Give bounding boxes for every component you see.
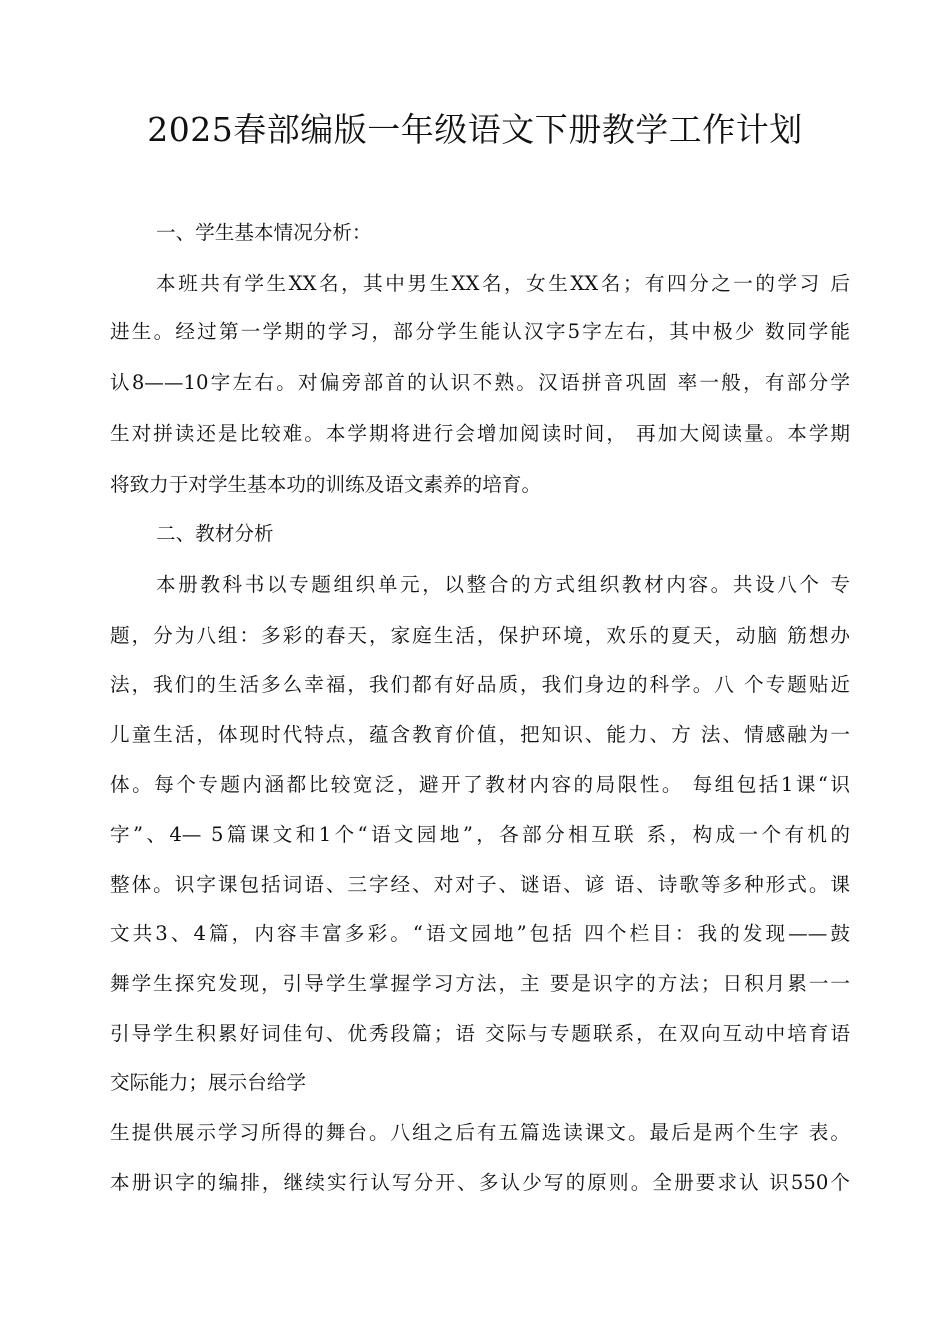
paragraph-line: 进生。经过第一学期的学习，部分学生能认汉字5字左右，其中极少 数同学能 <box>110 320 850 343</box>
paragraph-line: 生提供展示学习所得的舞台。八组之后有五篇选读课文。最后是两个生字 表。 <box>110 1121 850 1144</box>
paragraph-line: 将致力于对学生基本功的训练及语文素养的培育。 <box>110 473 542 496</box>
paragraph-line: 字”、4— 5篇课文和1个“语文园地”，各部分相互联 系，构成一个有机的 <box>110 823 850 846</box>
paragraph-line: 儿童生活，体现时代特点，蕴含教育价值，把知识、能力、方 法、情感融为一 <box>110 723 850 746</box>
paragraph-line: 本册识字的编排，继续实行认写分开、多认少写的原则。全册要求认 识550个 <box>110 1171 850 1194</box>
document-title: 2025春部编版一年级语文下册教学工作计划 <box>147 110 803 149</box>
paragraph-line: 舞学生探究发现，引导学生掌握学习方法，主 要是识字的方法；日积月累一一 <box>110 972 850 995</box>
paragraph-line: 认8——10字左右。对偏旁部首的认识不熟。汉语拼音巩固 率一般，有部分学 <box>110 371 850 394</box>
paragraph-line: 本册教科书以专题组织单元，以整合的方式组织教材内容。共设八个 专 <box>156 573 850 596</box>
paragraph-line: 题，分为八组：多彩的春天，家庭生活，保护环境，欢乐的夏天，动脑 筋想办 <box>110 624 850 647</box>
paragraph-line: 引导学生积累好词佳句、优秀段篇；语 交际与专题联系，在双向互动中培育语 <box>110 1022 850 1045</box>
paragraph-line: 体。每个专题内涵都比较宽泛，避开了教材内容的局限性。 每组包括1课“识 <box>110 773 850 796</box>
paragraph-line: 文共3、4篇，内容丰富多彩。“语文园地”包括 四个栏目：我的发现——鼓 <box>110 922 850 945</box>
section-heading-student-analysis: 一、学生基本情况分析： <box>156 221 372 244</box>
paragraph-line: 本班共有学生XX名，其中男生XX名，女生XX名；有四分之一的学习 后 <box>156 272 850 295</box>
paragraph-line: 法，我们的生活多么幸福，我们都有好品质，我们身边的科学。八 个专题贴近 <box>110 673 850 696</box>
section-heading-textbook-analysis: 二、教材分析 <box>156 522 274 545</box>
paragraph-line: 交际能力；展示台给学 <box>110 1071 306 1094</box>
paragraph-line: 整体。识字课包括词语、三字经、对对子、谜语、谚 语、诗歌等多种形式。课 <box>110 873 850 896</box>
paragraph-line: 生对拼读还是比较难。本学期将进行会增加阅读时间， 再加大阅读量。本学期 <box>110 422 850 445</box>
